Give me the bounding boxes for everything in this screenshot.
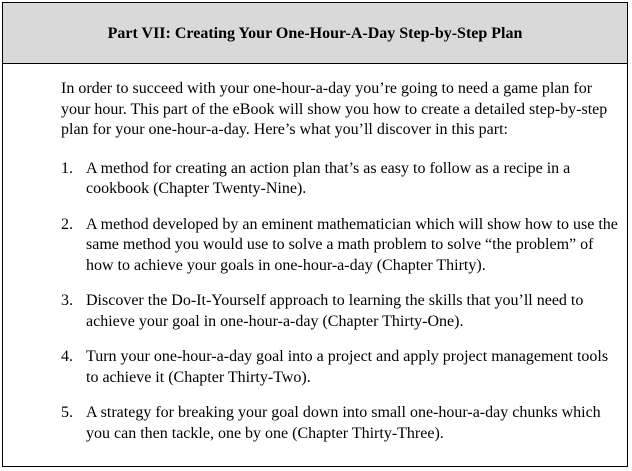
- list-item-text: A method for creating an action plan that’s as easy to follow as a recipe in a cookbook (Chapter Twenty-Nine).: [86, 159, 571, 197]
- list-item: [61, 347, 621, 388]
- list-item-number: 3.: [61, 292, 73, 309]
- list-item-number: 1.: [61, 159, 73, 177]
- list-item-number: 5.: [61, 404, 73, 421]
- intro-paragraph: In order to succeed with your one-hour-a-day you’re going to need a game plan for your hour. This part of the eBook will show you how to create a detailed step-by-step plan for your one-hour-a-day. Here’s what you’ll discover in this part:: [61, 80, 608, 138]
- page-title: Part VII: Creating Your One-Hour-A-Day Step-by-Step Plan: [107, 25, 523, 42]
- list-item-text: Discover the Do-It-Yourself approach to learning the skills that you’ll need to achieve your goal in one-hour-a-day (Chapter Thirty-One).: [86, 292, 584, 330]
- list-item-number: 4.: [61, 348, 73, 365]
- list-item: [61, 403, 621, 444]
- summary-content: [61, 79, 621, 459]
- list-item: [61, 215, 621, 277]
- chapter-list: [61, 159, 621, 445]
- header-band: [3, 3, 627, 64]
- list-item-text: A strategy for breaking your goal down into small one-hour-a-day chunks which you can then tackle, one by one (Chapter Thirty-Three).: [86, 404, 601, 442]
- list-item-text: A method developed by an eminent mathematician which will show how to use the same method you would use to solve a math problem to solve “the problem” of how to achieve your goals in one-hour-a-day (Chapter Thirty).: [86, 215, 618, 274]
- list-item: [61, 159, 621, 200]
- list-item-text: Turn your one-hour-a-day goal into a project and apply project management tools to achieve it (Chapter Thirty-Two).: [86, 348, 609, 386]
- list-item: [61, 291, 621, 332]
- chapter-summary-box: [2, 2, 628, 467]
- list-item-number: 2.: [61, 215, 73, 233]
